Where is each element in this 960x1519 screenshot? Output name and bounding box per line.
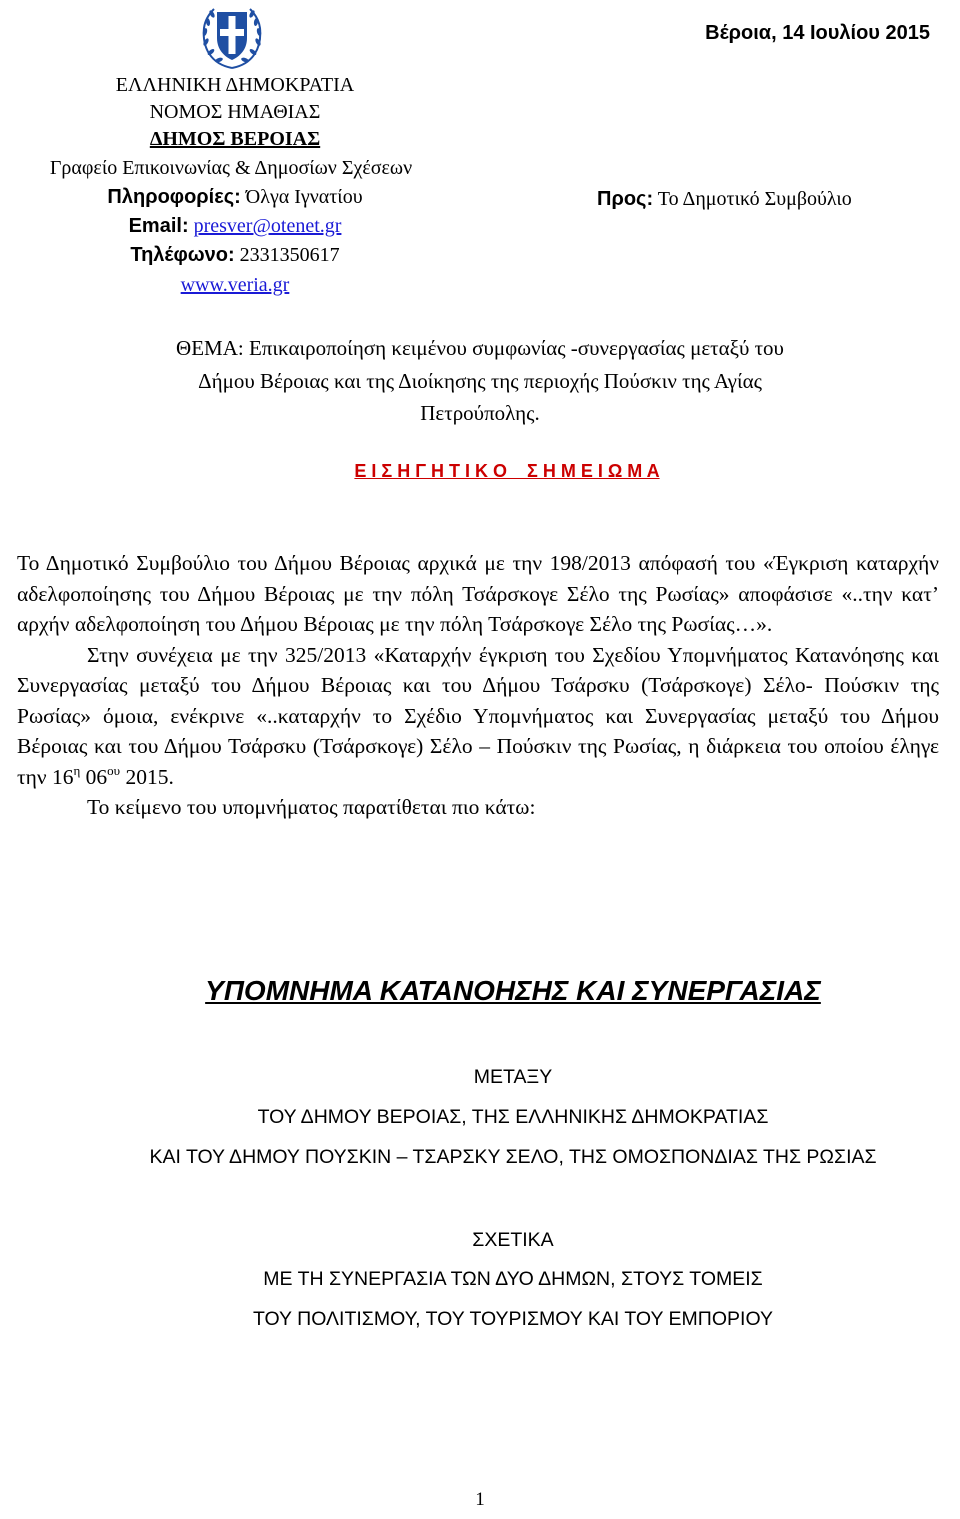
memorandum-party-1: ΤΟΥ ΔΗΜΟΥ ΒΕΡΟΙΑΣ, ΤΗΣ ΕΛΛΗΝΙΚΗΣ ΔΗΜΟΚΡΑΤΙΑΣ <box>257 1106 769 1128</box>
recipient-value: Το Δημοτικό Συμβούλιο <box>657 188 852 210</box>
page-number: 1 <box>475 1489 485 1510</box>
info-line: Πληροφορίες: Όλγα Ιγνατίου <box>107 186 363 208</box>
office-name: Γραφείο Επικοινωνίας & Δημοσίων Σχέσεων <box>49 157 413 179</box>
website-line <box>0 272 470 299</box>
body-paragraph-2: Στην συνέχεια με την 325/2013 «Καταρχήν έγκριση του Σχεδίου Υπομνήματος Κατανόησης και Συνεργασίας μεταξύ του Δήμου Βέροιας και του Δήμου Τσάρσκυ (Τσάρσκογε) Σέλο- Πούσκιν της Ρωσίας» όμοια, ενέκρινε «..καταρχήν το Σχέδιο Υπομνήματος και Συνεργασίας μεταξύ του Δήμου Βέροιας και του Δήμου Τσάρσκυ (Τσάρσκογε) Σέλο – Πούσκιν της Ρωσίας, η διάρκεια του οποίου έληγε την $16^\eta$ $06^{o\upsilon}$ 2015. <box>17 642 939 789</box>
email-line: Email: presver@otenet.gr <box>128 215 342 237</box>
municipality-name: ΔΗΜΟΣ ΒΕΡΟΙΑΣ <box>149 128 321 150</box>
email-label: Email <box>128 215 182 237</box>
phone-value: 2331350617 <box>239 244 340 266</box>
subject-line-2: Δήμου Βέροιας και της Διοίκησης της περιοχής Πούσκιν της Αγίας <box>198 369 762 393</box>
website-link[interactable]: www.veria.gr <box>180 274 290 296</box>
subject-line-1: ΘΕΜΑ: Επικαιροποίηση κειμένου συμφωνίας -συνεργασίας μεταξύ του <box>176 336 784 360</box>
recipient-label: Προς <box>597 188 647 210</box>
greek-coat-of-arms-icon <box>197 2 267 72</box>
info-label: Πληροφορίες <box>107 186 235 208</box>
email-link[interactable]: presver@otenet.gr <box>193 215 342 237</box>
memorandum-between: ΜΕΤΑΞΥ <box>473 1066 553 1088</box>
memorandum-topic-2: ΤΟΥ ΠΟΛΙΤΙΣΜΟΥ, ΤΟΥ ΤΟΥΡΙΣΜΟΥ ΚΑΙ ΤΟΥ ΕΜΠΟΡΙΟΥ <box>252 1308 774 1330</box>
memorandum-party-2: ΚΑΙ ΤΟΥ ΔΗΜΟΥ ΠΟΥΣΚΙΝ – ΤΣΑΡΣΚΥ ΣΕΛΟ, ΤΗΣ ΟΜΟΣΠΟΝΔΙΑΣ ΤΗΣ ΡΩΣΙΑΣ <box>149 1146 877 1168</box>
memorandum-title: ΥΠΟΜΝΗΜΑ ΚΑΤΑΝΟΗΣΗΣ ΚΑΙ ΣΥΝΕΡΓΑΣΙΑΣ <box>205 975 821 1006</box>
memorandum-topic-1: ΜΕ ΤΗ ΣΥΝΕΡΓΑΣΙΑ ΤΩΝ ΔΥΟ ΔΗΜΩΝ, ΣΤΟΥΣ ΤΟΜΕΙΣ <box>263 1268 763 1290</box>
prefecture-name: ΝΟΜΟΣ ΗΜΑΘΙΑΣ <box>149 101 321 123</box>
body-text <box>17 548 939 823</box>
body-paragraph-1: Το Δημοτικό Συμβούλιο του Δήμου Βέροιας αρχικά με την 198/2013 απόφασή του «Έγκριση καταρχήν αδελφοποίησης του Δήμου Βέροιας με την πόλη Τσάρσκογε Σέλο της Ρωσίας» αποφάσισε «..την κατ’ αρχήν αδελφοποίηση του Δήμου Βέροιας με την πόλη Τσάρσκογε Σέλο της Ρωσίας…». <box>17 551 939 636</box>
memorandum-regarding: ΣΧΕΤΙΚΑ <box>472 1229 554 1251</box>
memo-title: Ε Ι Σ Η Γ Η Τ Ι Κ Ο Σ Η Μ Ε Ι Ω Μ Α <box>354 461 660 481</box>
document-date: Βέροια, 14 Ιουλίου 2015 <box>705 22 930 44</box>
phone-label: Τηλέφωνο <box>130 244 228 266</box>
recipient-line: Προς: Το Δημοτικό Συμβούλιο <box>597 188 852 210</box>
phone-line: Τηλέφωνο: 2331350617 <box>130 244 340 266</box>
info-value: Όλγα Ιγνατίου <box>245 186 363 208</box>
subject-line-3: Πετρούπολης. <box>420 401 540 425</box>
country-name: ΕΛΛΗΝΙΚΗ ΔΗΜΟΚΡΑΤΙΑ <box>115 74 355 96</box>
body-paragraph-3: Το κείμενο του υπομνήματος παρατίθεται πιο κάτω: <box>87 795 536 819</box>
